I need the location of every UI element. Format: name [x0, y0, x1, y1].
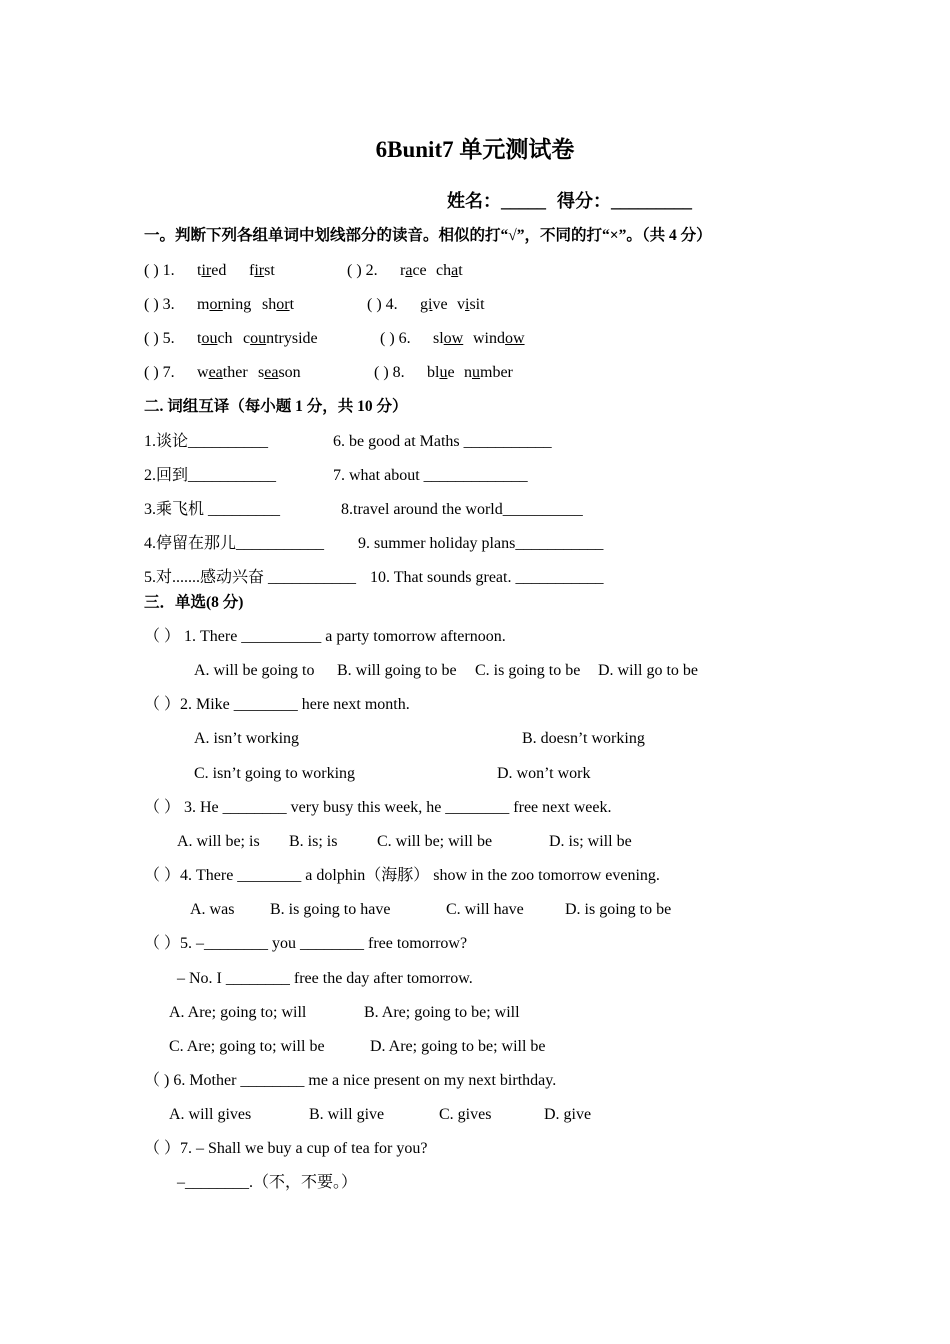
question-5-reply: – No. I ________ free the day after tomorrow.	[177, 970, 473, 987]
translation-item-6: 6. be good at Maths ___________	[333, 433, 552, 450]
word-part: bl	[427, 364, 440, 381]
phonics-item-2-word-b	[436, 261, 463, 281]
q3-option-a: A. will be; is	[177, 833, 260, 850]
q3-option-d: D. is; will be	[549, 833, 632, 850]
q5-option-a: A. Are; going to; will	[169, 1004, 307, 1021]
q4-option-a: A. was	[190, 901, 235, 918]
word-part: ve	[432, 296, 448, 313]
q6-option-b: B. will give	[309, 1106, 385, 1123]
word-part: sh	[262, 296, 277, 313]
phonics-item-1-word-a	[197, 261, 226, 281]
translation-item-8: 8.travel around the world__________	[341, 501, 583, 518]
phonics-item-7-number: ( ) 7.	[144, 364, 175, 381]
score-field-label: 得分：_________	[557, 191, 692, 211]
underlined-letters: ir	[201, 262, 212, 279]
word-part: e	[447, 364, 455, 381]
q1-option-b: B. will going to be	[337, 662, 457, 679]
word-part: v	[457, 296, 465, 313]
word-part: f	[249, 262, 255, 279]
q5-option-b: B. Are; going to be; will	[364, 1004, 520, 1021]
phonics-item-3-number: ( ) 3.	[144, 296, 175, 313]
q1-option-d: D. will go to be	[598, 662, 698, 679]
phonics-item-1-word-b	[249, 261, 275, 281]
underlined-letters: u	[472, 364, 480, 381]
q6-option-c: C. gives	[439, 1106, 492, 1123]
underlined-letters: ow	[505, 330, 525, 347]
word-part: n	[464, 364, 472, 381]
phonics-item-2-word-a	[400, 261, 427, 281]
question-1: （ ） 1. There __________ a party tomorrow afternoon.	[144, 628, 506, 645]
question-7: （ ）7. – Shall we buy a cup of tea for you?	[144, 1140, 428, 1157]
phonics-item-5-word-b	[243, 329, 318, 349]
phonics-item-4-word-b	[457, 295, 485, 315]
phonics-item-6-word-a	[433, 329, 463, 349]
word-part: ning	[222, 296, 252, 313]
q2-option-d: D. won’t work	[497, 765, 591, 782]
phonics-item-5-number: ( ) 5.	[144, 330, 175, 347]
word-part: son	[278, 364, 301, 381]
word-part: t	[289, 296, 295, 313]
phonics-item-8-word-a	[427, 363, 455, 383]
word-part: ch	[436, 262, 452, 279]
word-part: t	[197, 262, 202, 279]
translation-item-7: 7. what about _____________	[333, 467, 528, 484]
word-part: ther	[222, 364, 248, 381]
word-part: s	[258, 364, 265, 381]
q1-option-a: A. will be going to	[194, 662, 315, 679]
word-part: m	[197, 296, 210, 313]
word-part: st	[264, 262, 275, 279]
section-1-heading: 一。判断下列各组单词中划线部分的读音。相似的打“√”，不同的打“×”。（共 4 分）	[144, 227, 712, 244]
q2-option-b: B. doesn’t working	[522, 730, 645, 747]
phonics-item-7-word-a	[197, 363, 248, 383]
q4-option-b: B. is going to have	[270, 901, 391, 918]
phonics-item-5-word-a	[197, 329, 233, 349]
q3-option-c: C. will be; will be	[377, 833, 493, 850]
q5-option-d: D. Are; going to be; will be	[370, 1038, 546, 1055]
section-2-heading: 二. 词组互译（每小题 1 分，共 10 分）	[144, 398, 408, 415]
question-5: （ ）5. –________ you ________ free tomorrow?	[144, 935, 468, 952]
translation-item-10: 10. That sounds great. ___________	[370, 569, 604, 586]
word-part: sl	[433, 330, 444, 347]
word-part: sit	[469, 296, 485, 313]
phonics-item-6-word-b	[473, 329, 525, 349]
word-part: t	[197, 330, 202, 347]
translation-item-2: 2.回到___________	[144, 467, 277, 484]
translation-item-1: 1.谈论__________	[144, 433, 269, 450]
underlined-letters: ea	[208, 364, 223, 381]
phonics-item-2-number: ( ) 2.	[347, 262, 378, 279]
word-part: c	[243, 330, 251, 347]
q2-option-a: A. isn’t working	[194, 730, 300, 747]
word-part: ed	[211, 262, 227, 279]
word-part: r	[400, 262, 406, 279]
translation-item-3: 3.乘飞机 _________	[144, 501, 281, 518]
q4-option-c: C. will have	[446, 901, 524, 918]
q3-option-b: B. is; is	[289, 833, 338, 850]
phonics-item-4-number: ( ) 4.	[367, 296, 398, 313]
word-part: wind	[473, 330, 505, 347]
phonics-item-6-number: ( ) 6.	[380, 330, 411, 347]
underlined-letters: a	[451, 262, 459, 279]
word-part: ce	[412, 262, 427, 279]
phonics-item-4-word-a	[420, 295, 448, 315]
word-part: t	[458, 262, 463, 279]
q6-option-d: D. give	[544, 1106, 592, 1123]
phonics-item-1-number: ( ) 1.	[144, 262, 175, 279]
question-6: （ ) 6. Mother ________ me a nice present on my next birthday.	[144, 1072, 557, 1089]
phonics-item-8-word-b	[464, 363, 513, 383]
question-2: （ ）2. Mike ________ here next month.	[144, 696, 410, 713]
q2-option-c: C. isn’t going to working	[194, 765, 356, 782]
question-3: （ ） 3. He ________ very busy this week, he ________ free next week.	[144, 799, 612, 816]
underlined-letters: ou	[201, 330, 218, 347]
translation-item-4: 4.停留在那儿___________	[144, 535, 325, 552]
q5-option-c: C. Are; going to; will be	[169, 1038, 325, 1055]
word-part: mber	[480, 364, 513, 381]
translation-item-9: 9. summer holiday plans___________	[358, 535, 604, 552]
underlined-letters: i	[465, 296, 470, 313]
question-4: （ ）4. There ________ a dolphin（海豚） show in the zoo tomorrow evening.	[144, 867, 660, 884]
q1-option-c: C. is going to be	[475, 662, 581, 679]
page-title: 6Bunit7 单元测试卷	[375, 137, 575, 162]
underlined-letters: ow	[443, 330, 464, 347]
section-3-heading: 三．单选(8 分)	[144, 594, 244, 611]
word-part: w	[197, 364, 209, 381]
word-part: ntryside	[266, 330, 318, 347]
underlined-letters: gi	[420, 296, 433, 313]
word-part: ch	[217, 330, 233, 347]
underlined-letters: u	[439, 364, 448, 381]
underlined-letters: a	[405, 262, 413, 279]
underlined-letters: ou	[250, 330, 267, 347]
phonics-item-3-word-b	[262, 295, 294, 315]
question-7-reply: –________.（不，不要。）	[177, 1174, 358, 1191]
q4-option-d: D. is going to be	[565, 901, 672, 918]
underlined-letters: or	[209, 296, 223, 313]
phonics-item-8-number: ( ) 8.	[374, 364, 405, 381]
phonics-item-7-word-b	[258, 363, 301, 383]
underlined-letters: or	[276, 296, 290, 313]
underlined-letters: ea	[264, 364, 279, 381]
translation-item-5: 5.对.......感动兴奋 ___________	[144, 569, 357, 586]
q6-option-a: A. will gives	[169, 1106, 252, 1123]
name-field-label: 姓名：_____	[447, 191, 546, 211]
underlined-letters: ir	[254, 262, 265, 279]
phonics-item-3-word-a	[197, 295, 251, 315]
